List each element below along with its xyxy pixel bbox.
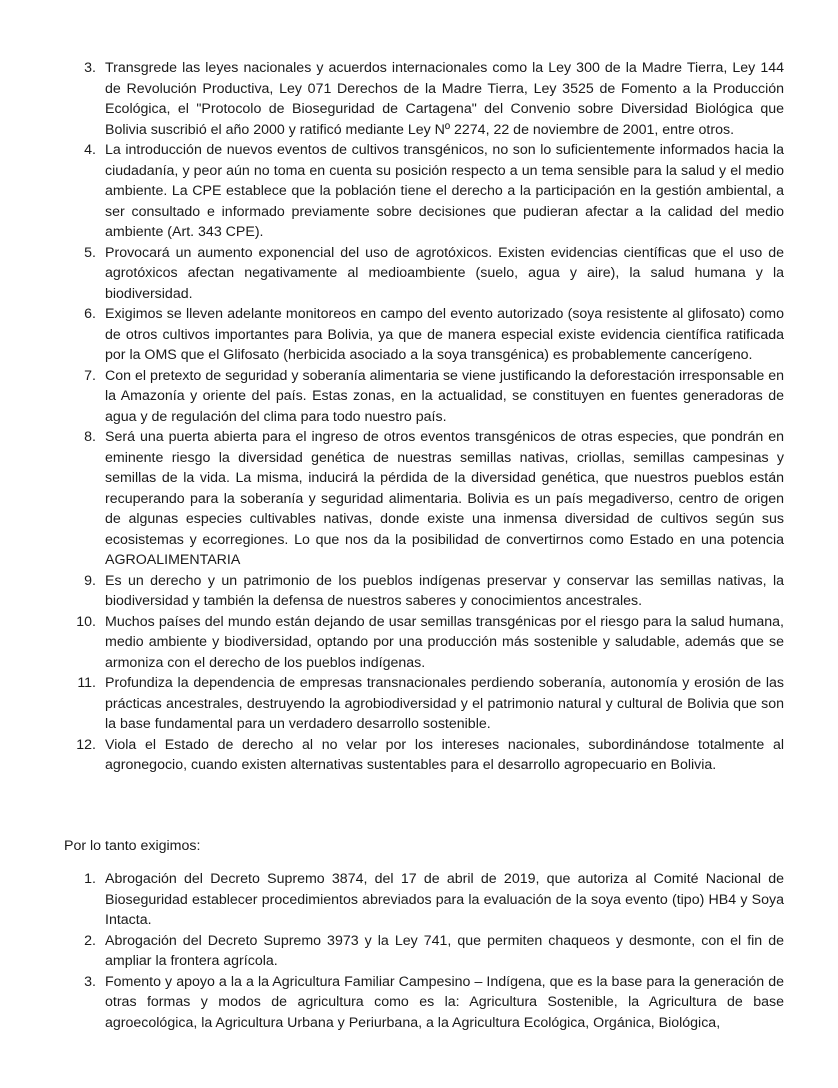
- list-item-number: 9.: [84, 572, 96, 589]
- list-item-text: Fomento y apoyo a la a la Agricultura Familiar Campesino – Indígena, que es la base para la generación de otras formas y modos de agricultura como es la: Agricultura Sostenible, la Agricultura de base agroecológica, la Agricultura Urbana y Periurbana, a la Agricultura Ecológica, Orgánica, Biológica,: [105, 973, 784, 1031]
- list-item-number: 2.: [84, 932, 96, 949]
- list-item-text: Profundiza la dependencia de empresas transnacionales perdiendo soberanía, autonomía y erosión de las prácticas ancestrales, destruyendo la agrobiodiversidad y el patrimonio natural y cultural de Bolivia que son la base fundamental para un verdadero desarrollo sostenible.: [105, 675, 784, 732]
- list-item-text: Con el pretexto de seguridad y soberanía alimentaria se viene justificando la deforestación irresponsable en la Amazonía y oriente del país. Estas zonas, en la actualidad, se constituyen en fuentes generadoras de agua y de regulación del clima para todo nuestro país.: [105, 367, 784, 425]
- section-intro: Por lo tanto exigimos:: [64, 838, 201, 854]
- list-item-number: 3.: [84, 60, 96, 76]
- list-item: [64, 931, 784, 972]
- list-item: [64, 304, 784, 366]
- list-item: [64, 366, 784, 428]
- list-item-text: Muchos países del mundo están dejando de usar semillas transgénicas por el riesgo para la salud humana, medio ambiente y biodiversidad, optando por una producción más sostenible y saludable, además que se armoniza con el derecho de los pueblos indígenas.: [105, 613, 784, 671]
- list-item-text: La introducción de nuevos eventos de cultivos transgénicos, no son lo suficientemente informados hacia la ciudadanía, y peor aún no toma en cuenta su posición respecto a un tema sensible para la salud y el medio ambiente. La CPE establece que la población tiene el derecho a la participación en la gestión ambiental, a ser consultado e informado previamente sobre decisiones que pudieran afectar a la calidad del medio ambiente (Art. 343 CPE).: [105, 142, 784, 240]
- list-item-number: 4.: [84, 142, 96, 158]
- demands-list: [64, 58, 784, 776]
- list-item-text: Viola el Estado de derecho al no velar por los intereses nacionales, subordinándose totalmente al agronegocio, cuando existen alternativas sustentables para el desarrollo agropecuario en Bolivia.: [105, 736, 784, 773]
- list-item: [64, 140, 784, 243]
- requirements-list: [64, 869, 784, 1033]
- list-item-text: Transgrede las leyes nacionales y acuerdos internacionales como la Ley 300 de la Madre Tierra, Ley 144 de Revolución Productiva, Ley 071 Derechos de la Madre Tierra, Ley 3525 de Fomento a la Producción Ecológica, el "Protocolo de Bioseguridad de Cartagena" del Convenio sobre Diversidad Biológica que Bolivia suscribió el año 2000 y ratificó mediante Ley Nº 2274, 22 de noviembre de 2001, entre otros.: [105, 60, 784, 138]
- list-item-text: Es un derecho y un patrimonio de los pueblos indígenas preservar y conservar las semillas nativas, la biodiversidad y también la defensa de nuestros saberes y conocimientos ancestrales.: [105, 572, 784, 609]
- list-item: [64, 869, 784, 931]
- list-item-text: Abrogación del Decreto Supremo 3973 y la Ley 741, que permiten chaqueos y desmonte, con el fin de ampliar la frontera agrícola.: [105, 932, 784, 969]
- list-item: [64, 972, 784, 1034]
- list-item: [64, 58, 784, 140]
- list-item-number: 8.: [84, 429, 96, 445]
- list-item-text: Abrogación del Decreto Supremo 3874, del 17 de abril de 2019, que autoriza al Comité Nacional de Bioseguridad establecer procedimientos abreviados para la evaluación de la soya evento (tipo) HB4 y Soya Intacta.: [105, 871, 784, 928]
- list-item-number: 7.: [84, 367, 96, 384]
- list-item-number: 6.: [84, 306, 96, 322]
- list-item-number: 1.: [84, 871, 96, 887]
- list-item-text: Exigimos se lleven adelante monitoreos en campo del evento autorizado (soya resistente al glifosato) como de otros cultivos importantes para Bolivia, ya que de manera especial existe evidencia científica ratificada por la OMS que el Glifosato (herbicida asociado a la soya transgénica) es probablemente cancerígeno.: [105, 306, 784, 363]
- list-item-text: Provocará un aumento exponencial del uso de agrotóxicos. Existen evidencias científicas que el uso de agrotóxicos afectan negativamente al medioambiente (suelo, agua y aire), la salud humana y la biodiversidad.: [105, 244, 784, 302]
- list-item: [64, 735, 784, 776]
- list-item-number: 3.: [84, 973, 96, 990]
- list-item-number: 10.: [76, 613, 96, 630]
- list-item: [64, 612, 784, 674]
- list-item: [64, 571, 784, 612]
- list-item-number: 12.: [76, 736, 96, 753]
- list-item: [64, 673, 784, 735]
- list-item: [64, 427, 784, 571]
- list-item-number: 5.: [84, 244, 96, 261]
- list-item-number: 11.: [77, 675, 96, 691]
- list-item: [64, 243, 784, 305]
- list-item-text: Será una puerta abierta para el ingreso de otros eventos transgénicos de otras especies, que pondrán en eminente riesgo la diversidad genética de nuestras semillas nativas, criollas, semillas campesinas y semillas de la vida. La misma, inducirá la pérdida de la diversidad genética, que nuestros pueblos están recuperando para la soberanía y seguridad alimentaria. Bolivia es un país megadiverso, centro de origen de algunas especies cultivables nativas, donde existe una inmensa diversidad de cultivos según sus ecosistemas y ecorregiones. Lo que nos da la posibilidad de convertirnos como Estado en una potencia AGROALIMENTARIA: [105, 429, 784, 568]
